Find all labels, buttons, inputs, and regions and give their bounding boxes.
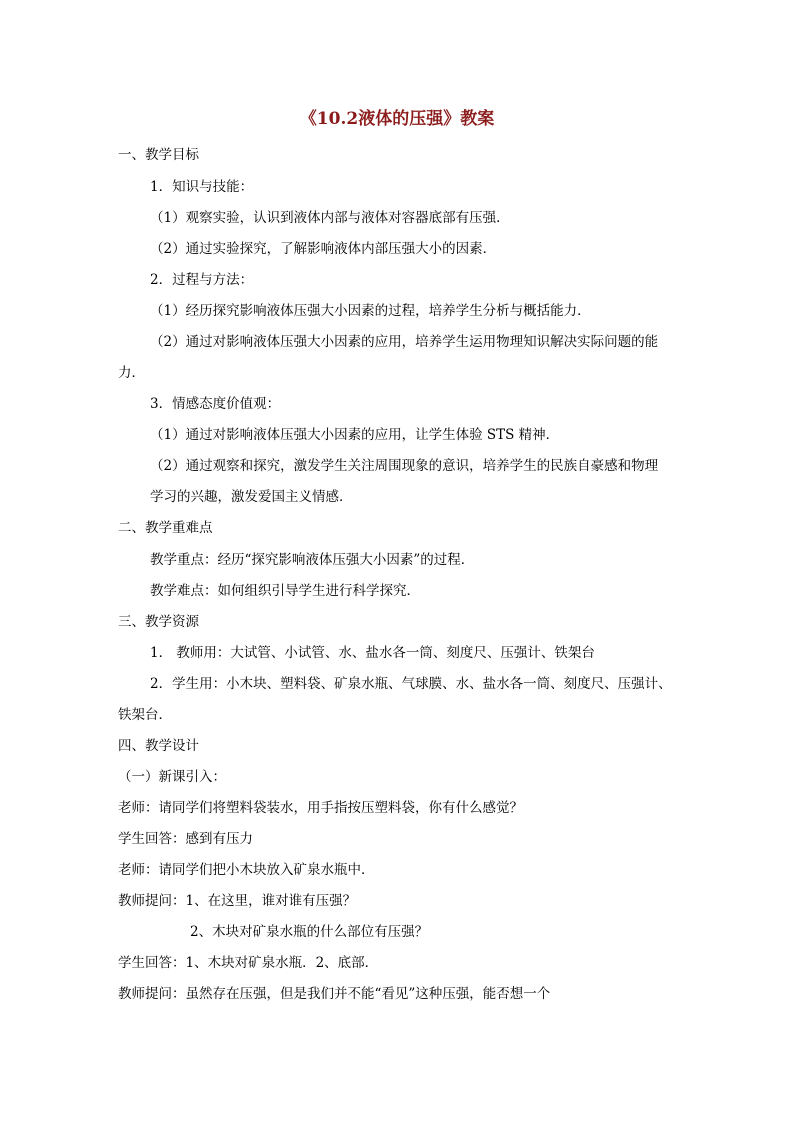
subheading-emotion-values: 3．情感态度价值观：	[150, 396, 281, 412]
dialogue-line: 老师：请同学们把小木块放入矿泉水瓶中．	[118, 862, 375, 878]
paragraph-line: （2）通过实验探究，了解影响液体内部压强大小的因素．	[150, 241, 497, 257]
paragraph-line: 教学重点：经历“探究影响液体压强大小因素”的过程．	[150, 552, 475, 568]
paragraph-line: 铁架台．	[118, 707, 172, 723]
dialogue-line: 老师：请同学们将塑料袋装水，用手指按压塑料袋，你有什么感觉？	[118, 800, 523, 816]
dialogue-line: 学生回答：1、木块对矿泉水瓶．2、底部．	[118, 955, 379, 971]
dialogue-line: 2、木块对矿泉水瓶的什么部位有压强？	[190, 924, 429, 940]
paragraph-line: （1）经历探究影响液体压强大小因素的过程，培养学生分析与概括能力．	[150, 303, 591, 319]
dialogue-line: 教师提问：1、在这里，谁对谁有压强？	[118, 893, 357, 909]
paragraph-line: 学习的兴趣，激发爱国主义情感．	[150, 489, 353, 505]
section-heading-resources: 三、教学资源	[118, 614, 199, 630]
paragraph-line: （1）观察实验，认识到液体内部与液体对容器底部有压强．	[150, 210, 510, 226]
paragraph-line: 1． 教师用：大试管、小试管、水、盐水各一筒、刻度尺、压强计、铁架台	[150, 645, 595, 661]
dialogue-line: 学生回答：感到有压力	[118, 831, 253, 847]
section-heading-key-points: 二、教学重难点	[118, 520, 213, 536]
section-heading-design: 四、教学设计	[118, 738, 199, 754]
paragraph-line: （2）通过对影响液体压强大小因素的应用，培养学生运用物理知识解决实际问题的能	[150, 334, 659, 350]
paragraph-line: （2）通过观察和探究，激发学生关注周围现象的意识，培养学生的民族自豪感和物理	[150, 458, 659, 474]
paragraph-line: 力．	[118, 365, 145, 381]
subheading-introduction: （一）新课引入：	[118, 769, 226, 785]
paragraph-line: 教学难点：如何组织引导学生进行科学探究．	[150, 583, 420, 599]
section-heading-objectives: 一、教学目标	[118, 147, 199, 163]
paragraph-line: 2．学生用：小木块、塑料袋、矿泉水瓶、气球膜、水、盐水各一筒、刻度尺、压强计、	[150, 676, 672, 692]
dialogue-line: 教师提问：虽然存在压强，但是我们并不能“看见”这种压强，能否想一个	[118, 986, 551, 1002]
subheading-process-method: 2．过程与方法：	[150, 272, 254, 288]
document-title: 《10.2液体的压强》教案	[299, 109, 495, 129]
subheading-knowledge-skills: 1．知识与技能：	[150, 179, 254, 195]
paragraph-line: （1）通过对影响液体压强大小因素的应用，让学生体验 STS 精神．	[150, 427, 560, 443]
